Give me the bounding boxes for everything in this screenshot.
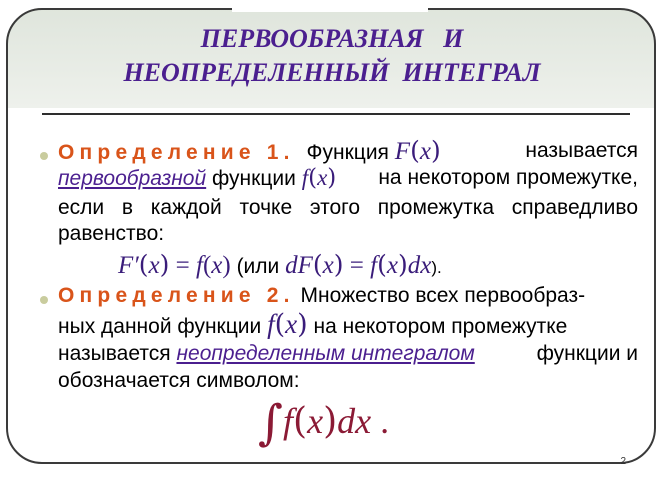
bullet-dot-1	[40, 152, 48, 160]
definition-2-line-4: обозначается символом:	[58, 369, 300, 392]
definition-1-interval-text: на некотором промежутке,	[378, 166, 638, 189]
definition-1-line-3: если в каждой точке этого промежутка справедливо	[58, 196, 638, 219]
title-line-1: ПЕРВООБРАЗНАЯ И	[200, 24, 464, 53]
formula-or-text: (или	[236, 255, 280, 278]
definition-1-term: Определение 1.	[58, 141, 295, 164]
formula-close-text: ).	[431, 258, 442, 277]
definition-1-line-4: равенство:	[58, 222, 165, 245]
definition-2-text-4: называется	[58, 342, 171, 365]
slide-title	[30, 22, 634, 90]
definition-1-line-1	[58, 138, 638, 166]
title-divider	[42, 113, 630, 115]
formula-f-of-x-1: f(x)	[301, 165, 337, 191]
title-line-2: НЕОПРЕДЕЛЕННЫЙ ИНТЕГРАЛ	[123, 58, 541, 87]
formula-F-prime: F′(x) = f(x)	[118, 250, 231, 279]
link-pervoobraznoy[interactable]: первообразной	[58, 167, 207, 190]
definition-2-line-1	[58, 283, 648, 309]
integral-sign: ∫	[258, 395, 284, 451]
page-number: 2	[620, 456, 626, 467]
formula-f-of-x-2: f(x)	[267, 309, 308, 340]
definition-2-line-2	[58, 311, 648, 340]
title-tab	[232, 0, 428, 12]
definition-1-word-function: Функция	[306, 141, 389, 164]
definition-2-term: Определение 2.	[58, 284, 295, 307]
definition-2-text-3: на некотором промежутке	[313, 315, 568, 338]
definition-2-line-3	[58, 341, 638, 367]
definition-2-text-1: Множество всех первообраз-	[300, 284, 586, 307]
definition-1-line-2	[58, 165, 638, 192]
integral-formula: ∫f(x)dx .	[258, 395, 390, 451]
bullet-dot-2	[40, 296, 48, 304]
formula-dF: dF(x) = f(x)dx	[285, 250, 432, 279]
formula-F-of-x: F(x)	[394, 136, 441, 165]
link-neopredelennym-integralom[interactable]: неопределенным интегралом	[176, 342, 475, 365]
definition-1-word-called: называется	[525, 139, 638, 162]
definition-1-word-funktsii: функции	[212, 167, 296, 190]
definition-2-text-2: ных данной функции	[58, 315, 262, 338]
definition-1-formula	[118, 250, 442, 283]
definition-2-text-5: функции и	[536, 342, 638, 365]
